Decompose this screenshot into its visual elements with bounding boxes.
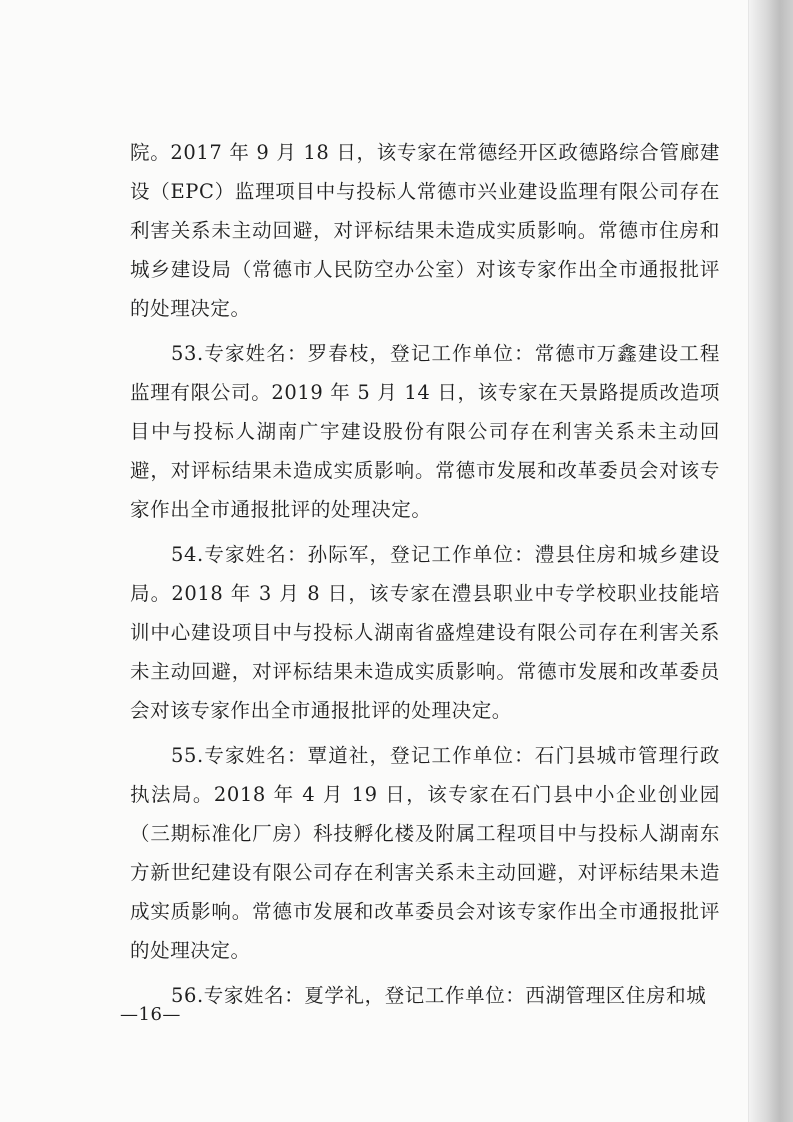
paragraph-continuation: 院。2017 年 9 月 18 日，该专家在常德经开区政德路综合管廊建设（EPC）监理项目中与投标人常德市兴业建设监理有限公司存在利害关系未主动回避，对评标结果未造成实质影响。常德市住房和城乡建设局（常德市人民防空办公室）对该专家作出全市通报批评的处理决定。 [130, 141, 720, 320]
paragraph-expert-54: 54.专家姓名：孙际军，登记工作单位：澧县住房和城乡建设局。2018 年 3 月 8 日，该专家在澧县职业中专学校职业技能培训中心建设项目中与投标人湖南省盛煌建设有限公司存在利害关系未主动回避，对评标结果未造成实质影响。常德市发展和改革委员会对该专家作出全市通报批评的处理决定。 [130, 543, 720, 722]
document-body [130, 133, 720, 1021]
paragraph-expert-56: 56.专家姓名：夏学礼，登记工作单位：西湖管理区住房和城 [171, 984, 707, 1007]
paragraph-expert-53: 53.专家姓名：罗春枝，登记工作单位：常德市万鑫建设工程监理有限公司。2019 年 5 月 14 日，该专家在天景路提质改造项目中与投标人湖南广宇建设股份有限公司存在利害关系未主动回避，对评标结果未造成实质影响。常德市发展和改革委员会对该专家作出全市通报批评的处理决定。 [130, 342, 720, 521]
scan-shadow-edge [749, 0, 793, 1122]
page-number: —16— [120, 1004, 181, 1025]
paragraph-expert-55: 55.专家姓名：覃道社，登记工作单位：石门县城市管理行政执法局。2018 年 4 月 19 日，该专家在石门县中小企业创业园（三期标准化厂房）科技孵化楼及附属工程项目中与投标人湖南东方新世纪建设有限公司存在利害关系未主动回避，对评标结果未造成实质影响。常德市发展和改革委员会对该专家作出全市通报批评的处理决定。 [130, 744, 720, 962]
